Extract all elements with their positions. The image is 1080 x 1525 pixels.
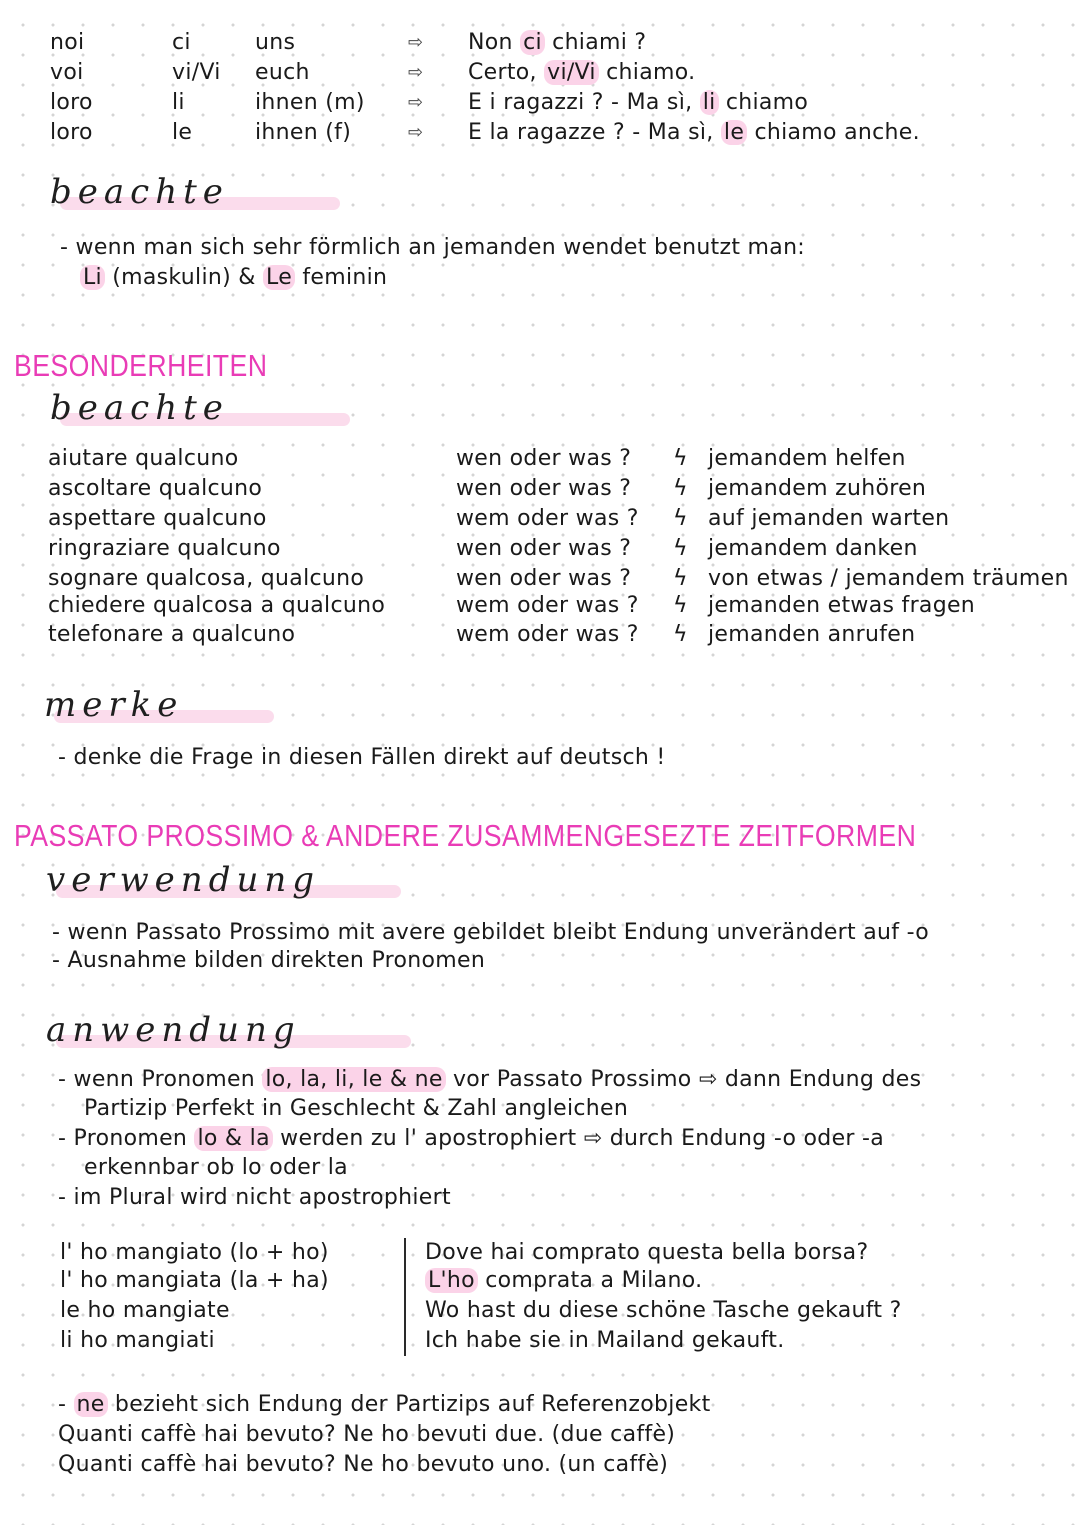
verb-row bbox=[48, 536, 1078, 566]
verb-row bbox=[48, 622, 1078, 652]
example-left-line: li ho mangiati bbox=[60, 1328, 215, 1353]
example-right-line: Wo hast du diese schöne Tasche gekauft ? bbox=[425, 1298, 902, 1323]
lightning-icon: ϟ bbox=[673, 446, 688, 471]
example-divider bbox=[404, 1238, 406, 1356]
case-question: wen oder was ? bbox=[456, 566, 632, 591]
verb-row bbox=[48, 446, 1078, 476]
lightning-icon: ϟ bbox=[673, 506, 688, 531]
anwendung-line: erkennbar ob lo oder la bbox=[84, 1155, 348, 1180]
arrow-icon: ⇨ bbox=[408, 32, 424, 53]
german-pronoun: uns bbox=[255, 30, 296, 55]
german-pronoun: ihnen (m) bbox=[255, 90, 365, 115]
object-pronoun: li bbox=[172, 90, 185, 115]
example-sentence: E la ragazze ? - Ma sì, le chiamo anche. bbox=[468, 120, 920, 145]
example-sentence: Certo, vi/Vi chiamo. bbox=[468, 60, 696, 85]
case-question: wen oder was ? bbox=[456, 446, 632, 471]
case-question: wem oder was ? bbox=[456, 506, 639, 531]
case-question: wen oder was ? bbox=[456, 476, 632, 501]
italian-verb: aspettare qualcuno bbox=[48, 506, 267, 531]
german-translation: jemandem helfen bbox=[708, 446, 906, 471]
pronoun-row bbox=[50, 60, 1050, 90]
section-title-passato-prossimo: PASSATO PROSSIMO & ANDERE ZUSAMMENGESEZTE ZEITFORMEN bbox=[14, 818, 917, 853]
verwendung-line: - Ausnahme bilden direkten Pronomen bbox=[52, 948, 486, 973]
italian-pronoun: loro bbox=[50, 90, 93, 115]
note-formal-genders: Li (maskulin) & Le feminin bbox=[80, 265, 387, 290]
besonderheiten-beachte-heading: beachte bbox=[50, 388, 370, 432]
example-left-line: l' ho mangiata (la + ha) bbox=[60, 1268, 329, 1293]
verwendung-line: - wenn Passato Prossimo mit avere gebildet bleibt Endung unverändert auf -o bbox=[52, 920, 930, 945]
arrow-icon: ⇨ bbox=[408, 92, 424, 113]
anwendung-line: - im Plural wird nicht apostrophiert bbox=[58, 1185, 451, 1210]
italian-pronoun: loro bbox=[50, 120, 93, 145]
verb-row bbox=[48, 593, 1078, 623]
verb-row bbox=[48, 476, 1078, 506]
anwendung-line: - Pronomen lo & la werden zu l' apostrophiert ⇨ durch Endung -o oder -a bbox=[58, 1126, 885, 1151]
german-translation: von etwas / jemandem träumen bbox=[708, 566, 1069, 591]
lightning-icon: ϟ bbox=[673, 536, 688, 561]
anwendung-line: Partizip Perfekt in Geschlecht & Zahl angleichen bbox=[84, 1096, 629, 1121]
arrow-icon: ⇨ bbox=[408, 62, 424, 83]
anwendung-line: - wenn Pronomen lo, la, li, le & ne vor Passato Prossimo ⇨ dann Endung des bbox=[58, 1067, 922, 1092]
verb-row bbox=[48, 566, 1078, 596]
case-question: wen oder was ? bbox=[456, 536, 632, 561]
example-left-line: l' ho mangiato (lo + ho) bbox=[60, 1240, 329, 1265]
lightning-icon: ϟ bbox=[673, 622, 688, 647]
example-left-line: le ho mangiate bbox=[60, 1298, 230, 1323]
german-translation: jemanden anrufen bbox=[708, 622, 916, 647]
example-sentence: Non ci chiami ? bbox=[468, 30, 647, 55]
section-title-besonderheiten: BESONDERHEITEN bbox=[14, 348, 268, 383]
lightning-icon: ϟ bbox=[673, 593, 688, 618]
german-translation: jemanden etwas fragen bbox=[708, 593, 976, 618]
arrow-icon: ⇨ bbox=[408, 122, 424, 143]
german-translation: auf jemanden warten bbox=[708, 506, 950, 531]
ne-example: Quanti caffè hai bevuto? Ne ho bevuti due. (due caffè) bbox=[58, 1422, 676, 1447]
merke-heading: merke bbox=[44, 685, 304, 729]
verwendung-heading: verwendung bbox=[46, 860, 426, 904]
note-formal-line: - wenn man sich sehr förmlich an jemanden wendet benutzt man: bbox=[60, 235, 806, 260]
german-pronoun: euch bbox=[255, 60, 310, 85]
example-sentence: E i ragazzi ? - Ma sì, li chiamo bbox=[468, 90, 809, 115]
italian-pronoun: noi bbox=[50, 30, 85, 55]
pronoun-row bbox=[50, 30, 1050, 60]
italian-verb: ascoltare qualcuno bbox=[48, 476, 263, 501]
merke-text: - denke die Frage in diesen Fällen direkt auf deutsch ! bbox=[58, 745, 666, 770]
pronoun-row bbox=[50, 120, 1050, 150]
object-pronoun: le bbox=[172, 120, 193, 145]
ne-rule: - ne bezieht sich Endung der Partizips auf Referenzobjekt bbox=[58, 1392, 711, 1417]
case-question: wem oder was ? bbox=[456, 593, 639, 618]
ne-example: Quanti caffè hai bevuto? Ne ho bevuto uno. (un caffè) bbox=[58, 1452, 669, 1477]
example-right-line: Dove hai comprato questa bella borsa? bbox=[425, 1240, 869, 1265]
german-pronoun: ihnen (f) bbox=[255, 120, 352, 145]
german-translation: jemandem danken bbox=[708, 536, 918, 561]
lightning-icon: ϟ bbox=[673, 566, 688, 591]
italian-verb: chiedere qualcosa a qualcuno bbox=[48, 593, 386, 618]
case-question: wem oder was ? bbox=[456, 622, 639, 647]
pronoun-row bbox=[50, 90, 1050, 120]
italian-pronoun: voi bbox=[50, 60, 84, 85]
lightning-icon: ϟ bbox=[673, 476, 688, 501]
anwendung-heading: anwendung bbox=[46, 1010, 446, 1054]
beachte-heading: beachte bbox=[50, 172, 370, 216]
italian-verb: sognare qualcosa, qualcuno bbox=[48, 566, 365, 591]
example-right-line: L'ho comprata a Milano. bbox=[425, 1268, 702, 1293]
object-pronoun: vi/Vi bbox=[172, 60, 221, 85]
italian-verb: ringraziare qualcuno bbox=[48, 536, 281, 561]
german-translation: jemandem zuhören bbox=[708, 476, 927, 501]
verb-row bbox=[48, 506, 1078, 536]
object-pronoun: ci bbox=[172, 30, 191, 55]
italian-verb: telefonare a qualcuno bbox=[48, 622, 296, 647]
italian-verb: aiutare qualcuno bbox=[48, 446, 239, 471]
example-right-line: Ich habe sie in Mailand gekauft. bbox=[425, 1328, 785, 1353]
